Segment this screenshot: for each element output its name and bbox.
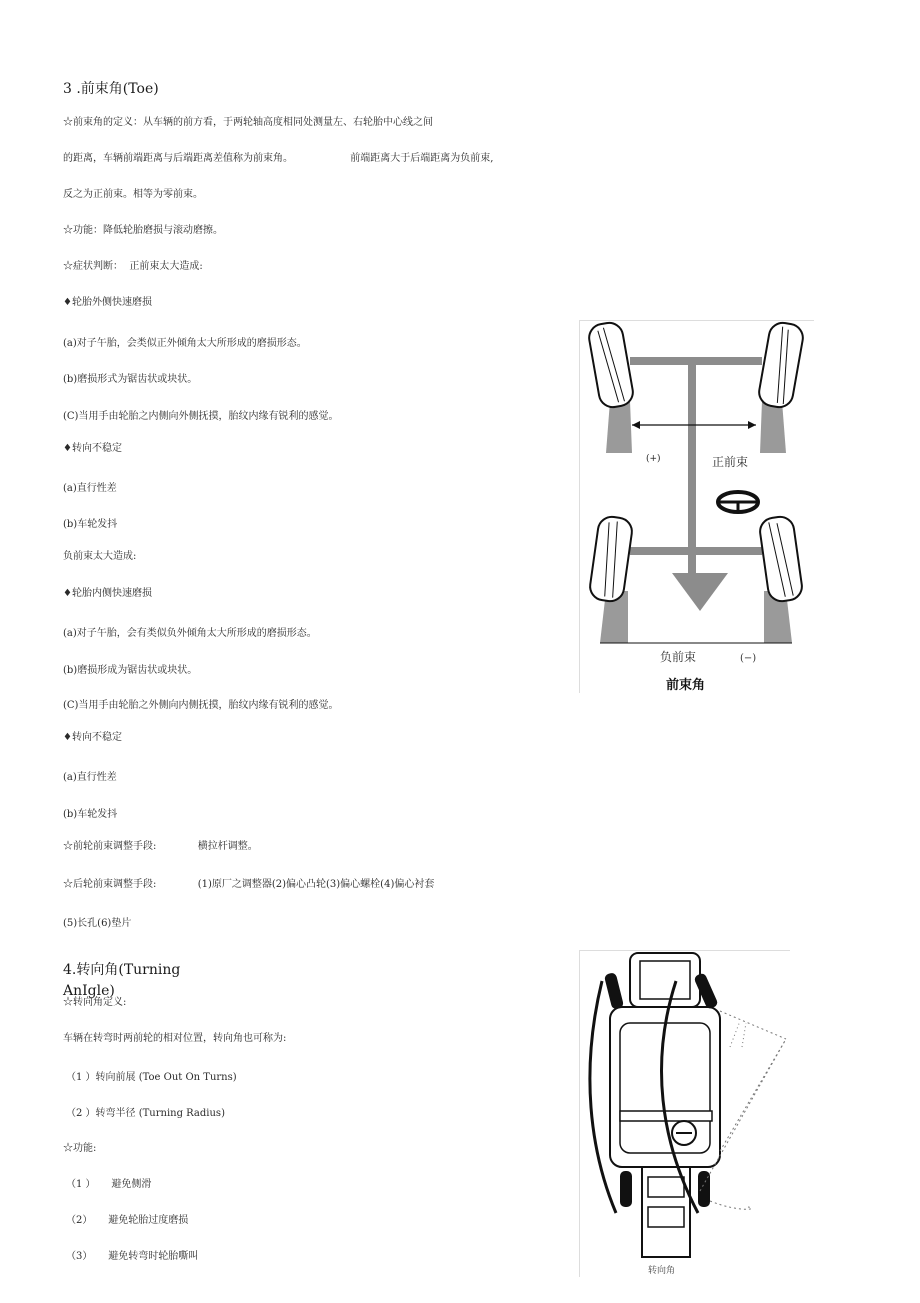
rear-toe-adjustment: ☆后轮前束调整手段: (1)原厂之调整器(2)偏心凸轮(3)偏心螺栓(4)偏心衬套 (63, 879, 435, 890)
section-4-heading: 4.转向角(Turning AnIgle) (63, 962, 181, 999)
toe-definition-line-2: 的距离，车辆前端距离与后端距离差值称为前束角。 前端距离大于后端距离为负前束, (63, 153, 494, 164)
front-left-wedge (606, 401, 632, 453)
negative-toe-item-b: (b)磨损形成为锯齿状或块状。 (63, 665, 198, 676)
front-left-tire (587, 321, 635, 409)
toe-angle-figure (579, 320, 814, 693)
negative-toe-unstable: ♦转向不稳定 (63, 732, 122, 743)
direction-arrow-icon (672, 573, 728, 611)
positive-toe-item-a: (a)对子午胎，会类似正外倾角太大所形成的磨损形态。 (63, 338, 307, 349)
rear-axle-bar (630, 547, 762, 555)
label-positive-toe: 正前束 (712, 455, 749, 469)
toe-angle-diagram (580, 321, 814, 693)
turning-angle-definition: ☆转向角定义: (63, 997, 127, 1008)
label-minus: (−) (740, 653, 757, 664)
negative-toe-unstable-b: (b)车轮发抖 (63, 809, 118, 820)
negative-toe-unstable-a: (a)直行性差 (63, 772, 117, 783)
toe-function: ☆功能：降低轮胎磨损与滚动磨擦。 (63, 225, 223, 236)
front-right-tire (757, 321, 805, 409)
turning-function-2: （2） 避免轮胎过度磨损 (66, 1215, 189, 1226)
label-plus: (+) (646, 454, 661, 464)
windshield (640, 961, 690, 999)
rear-left-wheel (620, 1171, 632, 1207)
rear-right-tire (758, 515, 803, 603)
negative-toe-inner-wear: ♦轮胎内侧快速磨损 (63, 588, 152, 599)
steering-wheel-icon (718, 492, 758, 512)
negative-toe-item-a: (a)对子午胎，会有类似负外倾角太大所形成的磨损形态。 (63, 628, 317, 639)
turning-angle-figure (579, 950, 790, 1277)
turning-angle-item-2: （2 ）转弯半径 (Turning Radius) (66, 1108, 225, 1119)
toe-figure-caption: 前束角 (666, 678, 706, 693)
turning-function-3: （3） 避免转弯时轮胎嘶叫 (66, 1251, 199, 1262)
turning-function-heading: ☆功能: (63, 1143, 97, 1154)
rear-toe-adjustment-cont: (5)长孔(6)垫片 (63, 918, 132, 929)
turning-angle-description: 车辆在转弯时两前轮的相对位置，转向角也可称为: (63, 1033, 287, 1044)
front-right-wedge (760, 401, 786, 453)
turning-figure-caption: 转向角 (648, 1266, 676, 1276)
positive-toe-outer-wear: ♦轮胎外侧快速磨损 (63, 297, 152, 308)
positive-toe-unstable-a: (a)直行性差 (63, 483, 117, 494)
positive-toe-item-b: (b)磨损形式为锯齿状或块状。 (63, 374, 198, 385)
rear-left-tire (588, 515, 633, 603)
positive-toe-unstable: ♦转向不稳定 (63, 443, 122, 454)
label-negative-toe: 负前束 (660, 650, 697, 664)
toe-definition-line-1: ☆前束角的定义：从车辆的前方看，于两轮轴高度相同处测量左、右轮胎中心线之间 (63, 117, 433, 128)
turning-function-1: （1 ） 避免侧滑 (66, 1179, 152, 1190)
positive-toe-unstable-b: (b)车轮发抖 (63, 519, 118, 530)
front-toe-adjustment: ☆前轮前束调整手段: 横拉杆调整。 (63, 841, 258, 852)
arrow-left-icon (632, 421, 640, 429)
radius-line-1 (720, 1011, 786, 1039)
turning-angle-item-1: （1 ）转向前展 (Toe Out On Turns) (66, 1072, 237, 1083)
section-3-heading: 3 .前束角(Toe) (63, 81, 159, 97)
positive-toe-item-c: (C)当用手由轮胎之内侧向外侧抚摸，胎纹内缘有锐利的感觉。 (63, 411, 339, 422)
arrow-right-icon (748, 421, 756, 429)
negative-toe-heading: 负前束太大造成: (63, 551, 137, 562)
toe-definition-line-3: 反之为正前束。相等为零前束。 (63, 189, 203, 200)
front-left-wheel (604, 972, 624, 1010)
turning-angle-diagram (580, 951, 790, 1277)
toe-symptom-heading: ☆症状判断： 正前束太大造成: (63, 261, 203, 272)
negative-toe-item-c: (C)当用手由轮胎之外侧向内侧抚摸，胎纹内缘有锐利的感觉。 (63, 700, 339, 711)
